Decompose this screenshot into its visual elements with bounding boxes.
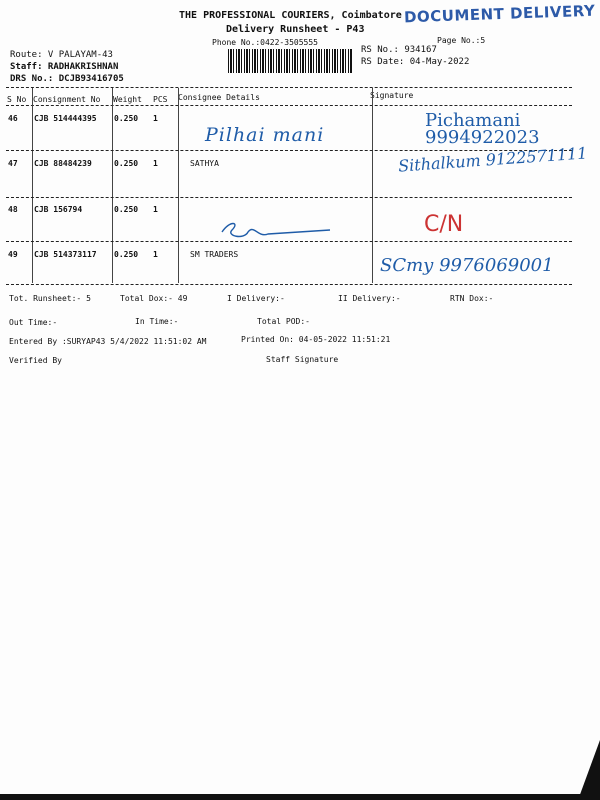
table-top-rule: [6, 87, 572, 88]
document-delivery-stamp: DOCUMENT DELIVERY: [403, 1, 596, 27]
row-sno: 47: [8, 159, 18, 168]
entered-by: Entered By :SURYAP43 5/4/2022 11:51:02 AM: [9, 337, 207, 346]
row-weight: 0.250: [114, 205, 139, 214]
first-delivery: I Delivery:-: [227, 294, 285, 303]
page-number: Page No.:5: [437, 36, 486, 45]
col-header-consignee: Consignee Details: [178, 93, 260, 102]
row-sno: 46: [8, 114, 18, 123]
header-rule: [6, 105, 572, 106]
total-runsheet: Tot. Runsheet:- 5: [9, 294, 91, 303]
col-header-consignment: Consignment No: [33, 95, 101, 104]
rs-number: RS No.: 934167: [361, 45, 437, 55]
col-line: [178, 88, 179, 283]
out-time: Out Time:-: [9, 318, 58, 327]
row-rule: [6, 197, 572, 198]
col-line: [372, 88, 373, 283]
phone-number: Phone No.:0422-3505555: [212, 38, 318, 47]
runsheet-title: Delivery Runsheet - P43: [226, 24, 365, 35]
row-sno: 49: [8, 250, 18, 259]
col-line: [32, 88, 33, 283]
company-name: THE PROFESSIONAL COURIERS, Coimbatore: [179, 10, 402, 21]
printed-on: Printed On: 04-05-2022 11:51:21: [241, 335, 391, 344]
row-weight: 0.250: [114, 159, 139, 168]
col-header-signature: Signature: [370, 91, 414, 100]
row-pcs: 1: [153, 114, 158, 123]
handwritten-signature: C/N: [424, 212, 464, 237]
col-line: [112, 88, 113, 283]
row-weight: 0.250: [114, 114, 139, 123]
handwritten-signature: Pichamani 9994922023: [425, 110, 540, 148]
col-header-sno: S No: [7, 95, 27, 104]
table-bottom-rule: [6, 284, 572, 285]
return-dox: RTN Dox:-: [450, 294, 494, 303]
verified-by: Verified By: [9, 356, 62, 365]
total-dox: Total Dox:- 49: [120, 294, 188, 303]
row-pcs: 1: [153, 250, 158, 259]
col-header-weight: Weight: [113, 95, 142, 104]
rs-date: RS Date: 04-May-2022: [361, 57, 470, 67]
row-weight: 0.250: [114, 250, 139, 259]
staff-signature: Staff Signature: [266, 355, 339, 364]
second-delivery: II Delivery:-: [338, 294, 401, 303]
barcode: [228, 49, 352, 73]
row-consignment: CJB 514444395: [34, 114, 97, 123]
in-time: In Time:-: [135, 317, 179, 326]
col-header-pcs: PCS: [153, 95, 168, 104]
row-consignment: CJB 156794: [34, 205, 83, 214]
row-consignment: CJB 514373117: [34, 250, 97, 259]
drs-number: DRS No.: DCJB93416705: [10, 74, 124, 84]
handwritten-signature: SCmy 9976069001: [380, 255, 554, 276]
row-rule: [6, 241, 572, 242]
scan-shadow: [578, 740, 600, 800]
row-sno: 48: [8, 205, 18, 214]
scan-edge: [0, 794, 600, 800]
row-consignee: SM TRADERS: [190, 250, 239, 259]
route: Route: V PALAYAM-43: [10, 50, 113, 60]
handwritten-signature: Sithalkum 9122571111: [397, 143, 588, 176]
staff-name: Staff: RADHAKRISHNAN: [10, 62, 119, 72]
total-pod: Total POD:-: [257, 317, 310, 326]
handwritten-consignee: Pilhai mani: [205, 124, 325, 146]
row-pcs: 1: [153, 205, 158, 214]
row-consignee: SATHYA: [190, 159, 219, 168]
row-consignment: CJB 88484239: [34, 159, 92, 168]
row-pcs: 1: [153, 159, 158, 168]
